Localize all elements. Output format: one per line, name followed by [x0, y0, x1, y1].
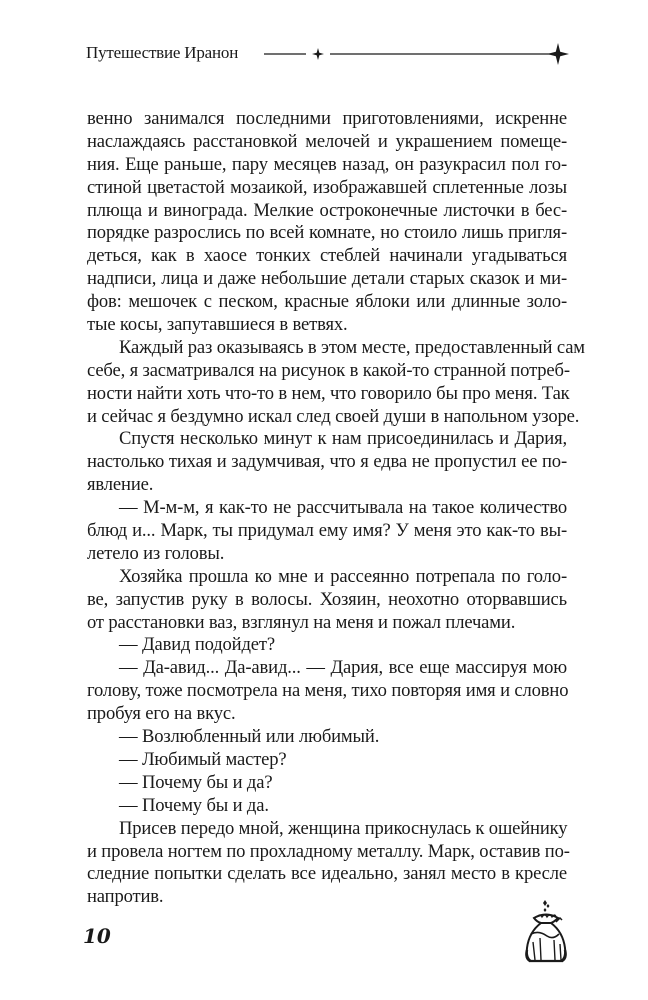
dialogue-line: — М-м-м, я как-то не рассчитывала на такое количество [119, 497, 567, 519]
text-line: и сейчас я бездумно искал след своей души в напольном узоре. [87, 405, 580, 427]
text-line: блюд и... Марк, ты придумал ему имя? У меня это как-то вы- [87, 520, 567, 542]
text-line: Каждый раз оказываясь в этом месте, предоставленный сам [119, 336, 585, 358]
star-rule-ornament-icon [264, 42, 569, 66]
dialogue-line: — Почему бы и да. [119, 794, 269, 816]
text-line: напротив. [87, 886, 164, 908]
text-line: себе, я засматривался на рисунок в какой-то странной потреб- [87, 359, 570, 381]
text-line: венно занимался последними приготовлениями, искренне [87, 108, 567, 129]
text-line: следние попытки сделать все идеально, занял место в кресле [87, 863, 567, 885]
text-line: фов: мешочек с песком, красные яблоки или длинные золо- [87, 291, 567, 313]
text-line: стиной цветастой мозаикой, изображавшей сплетенные лозы [87, 176, 567, 198]
running-header [86, 42, 568, 66]
text-line: настолько тихая и задумчивая, что я едва не пропустил ее по- [87, 451, 567, 473]
text-line: летело из головы. [87, 542, 225, 564]
text-line: ния. Еще раньше, пару месяцев назад, он разукрасил пол го- [87, 153, 567, 175]
dialogue-line: — Да-авид... Да-авид... — Дария, все еще массируя мою [119, 657, 567, 679]
text-line: пробуя его на вкус. [87, 703, 236, 725]
text-line: тые косы, запутавшиеся в ветвях. [87, 314, 348, 336]
text-line: явление. [87, 474, 154, 496]
page-number: 10 [83, 924, 111, 948]
text-line: ве, запустив руку в волосы. Хозяин, неохотно оторвавшись [87, 588, 567, 610]
text-line: от расстановки ваз, взглянул на меня и пожал плечами. [87, 611, 516, 633]
dialogue-line: — Любимый мастер? [119, 748, 287, 770]
running-title: Путешествие Иранон [86, 43, 239, 62]
text-line: надписи, лица и даже небольшие детали старых сказок и ми- [87, 268, 567, 290]
body-text [87, 108, 585, 909]
text-line: голову, тоже посмотрела на меня, тихо повторяя имя и словно [87, 680, 569, 702]
text-line: наслаждаясь расстановкой мелочей и украшением помеще- [87, 130, 567, 152]
text-line: и провела ногтем по прохладному металлу. Марк, оставив по- [87, 840, 570, 862]
text-line: ности найти хоть что-то в нем, что говорило бы про меня. Так [87, 382, 570, 404]
text-line: Спустя несколько минут к нам присоединилась и Дария, [119, 428, 567, 450]
text-line: Присев передо мной, женщина прикоснулась к ошейнику [119, 817, 568, 839]
text-line: деться, как в хаосе тонких стеблей начинали угадываться [87, 245, 567, 267]
text-line: плюща и винограда. Мелкие остроконечные листочки в бес- [87, 199, 567, 221]
pouch-illustration-icon [521, 898, 571, 964]
dialogue-line: — Почему бы и да? [119, 771, 273, 793]
dialogue-line: — Давид подойдет? [119, 634, 275, 656]
dialogue-line: — Возлюбленный или любимый. [119, 726, 380, 748]
text-line: порядке разрослись по всей комнате, но стоило лишь пригля- [87, 222, 567, 244]
text-line: Хозяйка прошла ко мне и рассеянно потрепала по голо- [119, 565, 567, 587]
